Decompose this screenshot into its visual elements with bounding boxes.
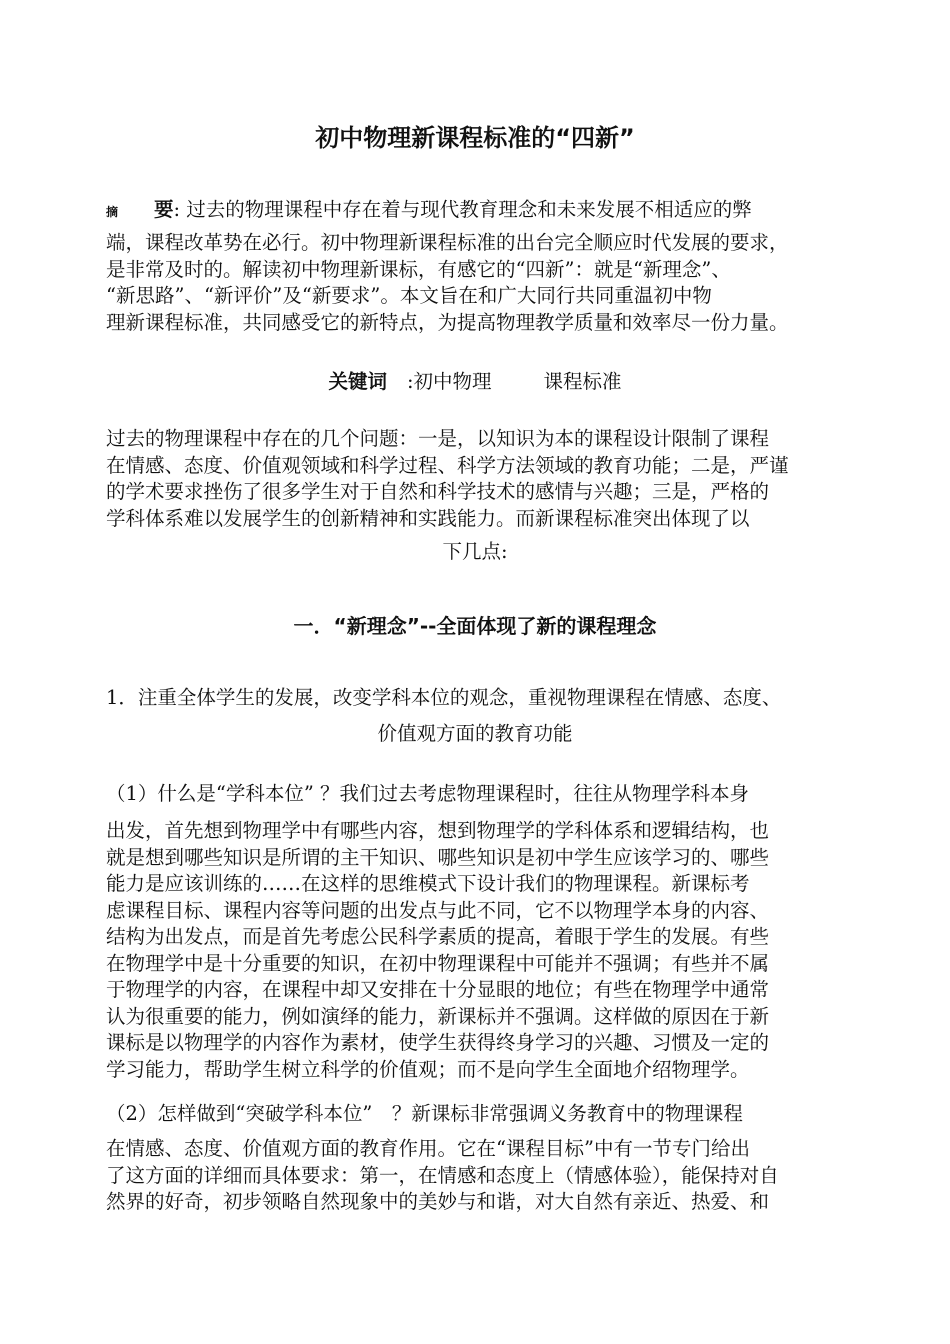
abstract-label-big: 要 <box>154 198 174 221</box>
section-heading: 一．“新理念”--全面体现了新的课程理念 <box>293 614 657 638</box>
intro-paragraph <box>106 426 846 532</box>
q1-line: 能力是应该训练的……在这样的思维模式下设计我们的物理课程。新课标考 <box>106 872 750 895</box>
q2-body <box>106 1136 846 1216</box>
abstract-line: 理新课程标准，共同感受它的新特点，为提高物理教学质量和效率尽一份力量。 <box>106 310 789 334</box>
q1-line: 在物理学中是十分重要的知识，在初中物理课程中可能并不强调；有些并不属 <box>106 951 770 975</box>
q1-line: 虑课程目标、课程内容等问题的出发点与此不同，它不以物理学本身的内容、 <box>106 898 770 922</box>
keyword-item: 课程标准 <box>543 370 622 393</box>
keywords-label: 关键词 <box>328 370 387 393</box>
q1-line: 就是想到哪些知识是所谓的主干知识、哪些知识是初中学生应该学习的、哪些 <box>106 845 770 869</box>
q2-line: 了这方面的详细而具体要求：第一，在情感和态度上（情感体验），能保持对自 <box>106 1163 779 1187</box>
intro-last-line: 下几点: <box>442 540 508 563</box>
abstract-line: 是非常及时的。解读初中物理新课标，有感它的“四新”：就是“新理念”、 <box>106 257 731 281</box>
q1-line: 结构为出发点，而是首先考虑公民科学素质的提高，着眼于学生的发展。有些 <box>106 925 770 948</box>
abstract-label-small: 摘 <box>106 205 119 219</box>
q2-first-line: （2）怎样做到“突破学科本位” ？新课标非常强调义务教育中的物理课程 <box>106 1102 743 1125</box>
abstract-first-text: : 过去的物理课程中存在着与现代教育理念和未来发展不相适应的弊 <box>173 198 752 221</box>
keywords-separator: : <box>406 370 414 393</box>
abstract-line: “新思路”、“新评价”及“新要求”。本文旨在和广大同行共同重温初中物 <box>106 284 712 307</box>
q2-line: 在情感、态度、价值观方面的教育作用。它在“课程目标”中有一节专门给出 <box>106 1137 750 1160</box>
document-title: 初中物理新课程标准的“四新” <box>315 124 635 152</box>
intro-line: 的学术要求挫伤了很多学生对于自然和科学技术的感情与兴趣；三是，严格的 <box>106 480 770 503</box>
item1-line2: 价值观方面的教育功能 <box>377 722 573 745</box>
q1-line: 课标是以物理学的内容作为素材，使学生获得终身学习的兴趣、习惯及一定的 <box>106 1031 770 1054</box>
abstract-first-line <box>106 194 846 228</box>
intro-line: 过去的物理课程中存在的几个问题：一是，以知识为本的课程设计限制了课程 <box>106 427 770 450</box>
intro-line: 在情感、态度、价值观领域和科学过程、科学方法领域的教育功能；二是，严谨 <box>106 453 789 477</box>
q2-line: 然界的好奇，初步领略自然现象中的美妙与和谐，对大自然有亲近、热爱、和 <box>106 1190 770 1213</box>
q1-line: 学习能力，帮助学生树立科学的价值观；而不是向学生全面地介绍物理学。 <box>106 1057 750 1081</box>
item1-line1: 1．注重全体学生的发展，改变学科本位的观念，重视物理课程在情感、态度、 <box>106 686 782 709</box>
q1-first-line: （1）什么是“学科本位” ？我们过去考虑物理课程时，往往从物理学科本身 <box>106 782 750 805</box>
keywords-line <box>0 366 950 398</box>
q1-line: 认为很重要的能力，例如演绎的能力，新课标并不强调。这样做的原因在于新 <box>106 1004 770 1028</box>
intro-line: 学科体系难以发展学生的创新精神和实践能力。而新课程标准突出体现了以 <box>106 506 750 530</box>
q1-body <box>106 818 846 1083</box>
q1-line: 出发，首先想到物理学中有哪些内容，想到物理学的学科体系和逻辑结构，也 <box>106 819 770 842</box>
abstract-line: 端，课程改革势在必行。初中物理新课程标准的出台完全顺应时代发展的要求， <box>106 231 789 254</box>
keyword-item: 初中物理 <box>413 370 492 393</box>
q1-line: 于物理学的内容，在课程中却又安排在十分显眼的地位；有些在物理学中通常 <box>106 978 770 1001</box>
abstract-body <box>106 230 846 336</box>
